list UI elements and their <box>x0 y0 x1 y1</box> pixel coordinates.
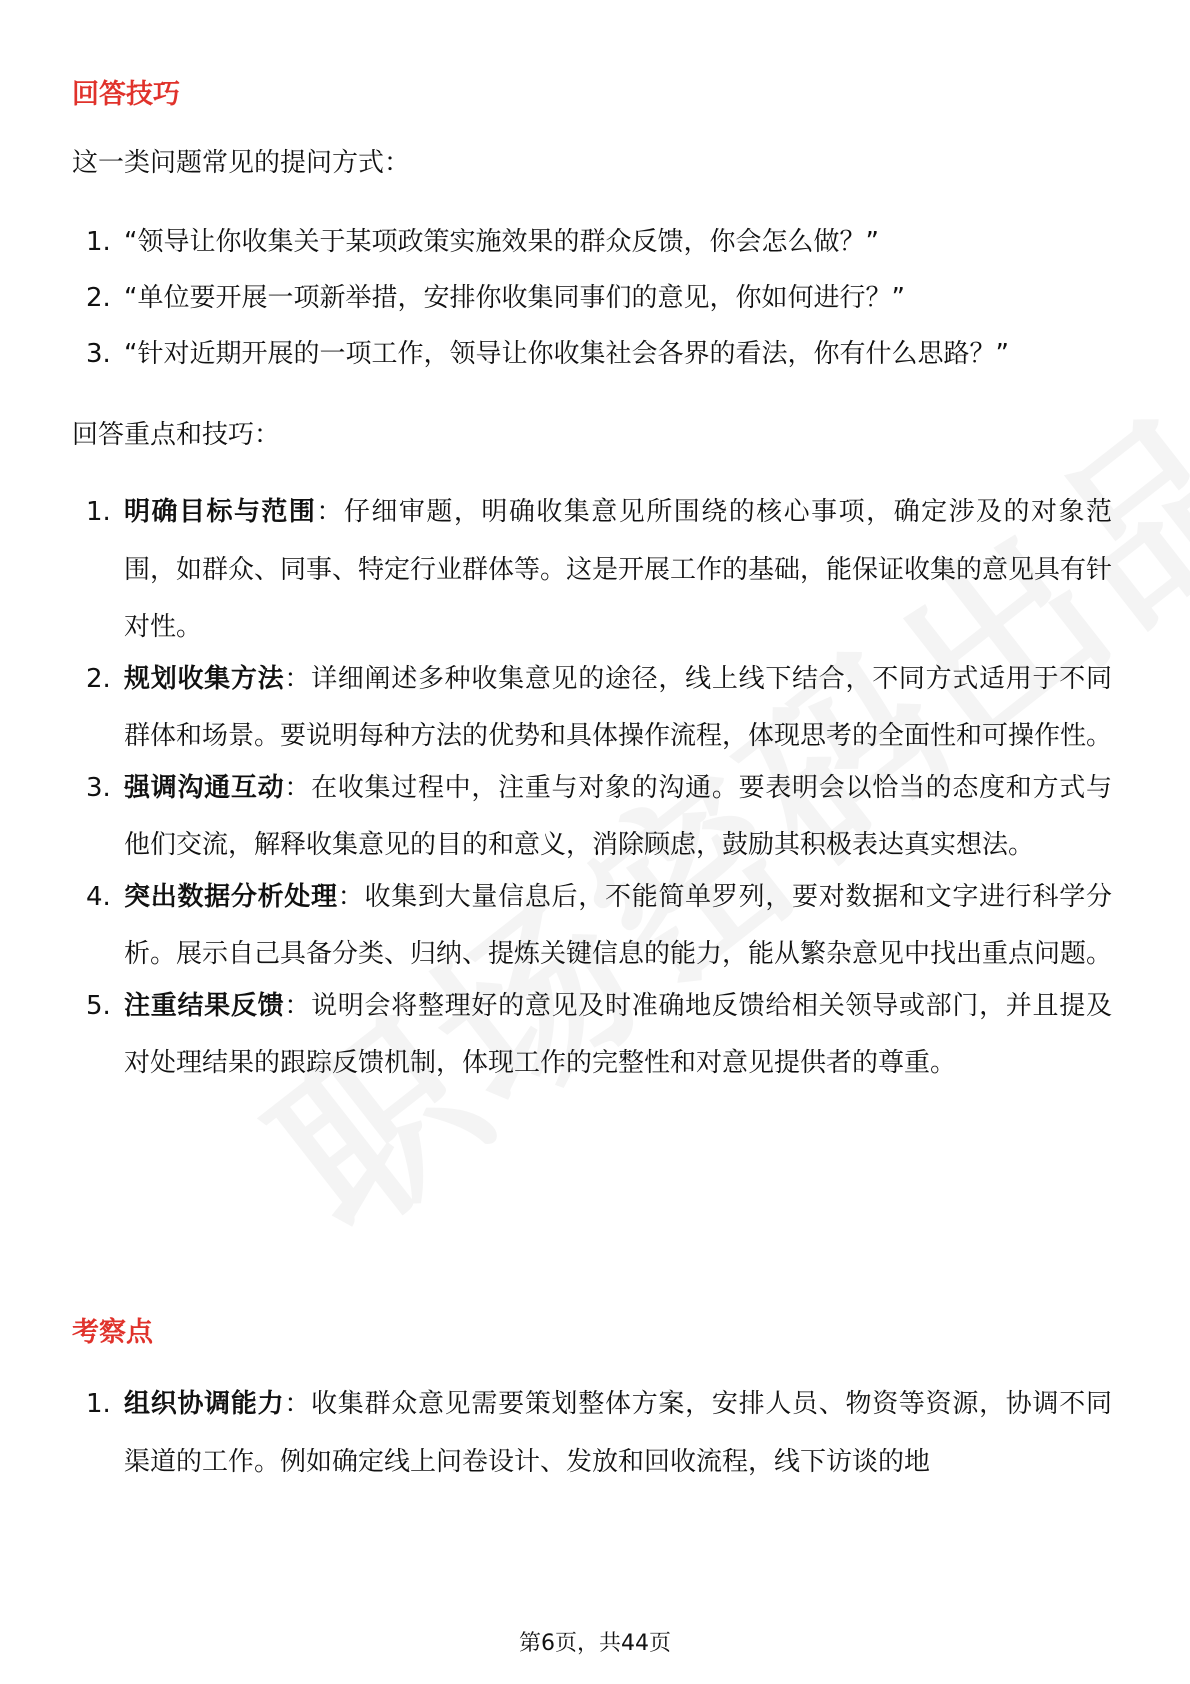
points-list <box>72 484 1112 1093</box>
point-separator: ： <box>337 881 365 912</box>
list-item <box>72 214 1112 270</box>
page-number-footer: 第6页，共44页 <box>519 1631 671 1656</box>
point-text: 收集到大量信息后，不能简单罗列，要对数据和文字进行科学分析。展示自己具备分类、归纳、提炼关键信息的能力，能从繁杂意见中找出重点问题。 <box>124 881 1113 969</box>
list-number: 1. <box>86 1389 111 1419</box>
list-number: 2. <box>86 663 111 694</box>
point-title: 注重结果反馈 <box>124 990 285 1021</box>
question-text: “领导让你收集关于某项政策实施效果的群众反馈，你会怎么做？” <box>124 227 879 257</box>
point-separator: ： <box>284 772 312 803</box>
section-heading-exam: 考察点 <box>72 1317 153 1348</box>
point-text: 收集群众意见需要策划整体方案，安排人员、物资等资源，协调不同渠道的工作。例如确定线上问卷设计、发放和回收流程，线下访谈的地 <box>124 1389 1112 1477</box>
list-item <box>72 270 1112 326</box>
list-item <box>72 651 1112 766</box>
point-title: 强调沟通互动 <box>124 772 285 803</box>
list-number: 3. <box>86 339 111 369</box>
point-separator: ： <box>284 1389 312 1419</box>
list-item <box>72 1376 1112 1491</box>
list-item <box>72 326 1112 382</box>
point-title: 组织协调能力 <box>124 1389 285 1419</box>
question-intro: 这一类问题常见的提问方式： <box>72 148 411 178</box>
points-intro: 回答重点和技巧： <box>72 420 281 450</box>
list-number: 2. <box>86 283 111 313</box>
point-text: 仔细审题，明确收集意见所围绕的核心事项，确定涉及的对象范围，如群众、同事、特定行业群体等。这是开展工作的基础，能保证收集的意见具有针对性。 <box>124 497 1113 642</box>
point-separator: ： <box>284 990 312 1021</box>
list-number: 1. <box>86 497 111 527</box>
list-number: 3. <box>86 772 111 803</box>
list-item <box>72 978 1112 1093</box>
list-number: 5. <box>86 990 111 1021</box>
point-title: 突出数据分析处理 <box>124 881 338 912</box>
question-list <box>72 214 1112 382</box>
list-item <box>72 869 1112 984</box>
point-separator: ： <box>316 497 344 527</box>
point-title: 规划收集方法 <box>124 663 285 694</box>
question-text: “单位要开展一项新举措，安排你收集同事们的意见，你如何进行？” <box>124 283 905 313</box>
point-title: 明确目标与范围 <box>124 497 317 527</box>
point-separator: ： <box>284 663 312 694</box>
list-item <box>72 484 1112 657</box>
point-text: 在收集过程中，注重与对象的沟通。要表明会以恰当的态度和方式与他们交流，解释收集意见的目的和意义，消除顾虑，鼓励其积极表达真实想法。 <box>124 772 1112 860</box>
list-number: 1. <box>86 227 111 257</box>
point-text: 详细阐述多种收集意见的途径，线上线下结合，不同方式适用于不同群体和场景。要说明每种方法的优势和具体操作流程，体现思考的全面性和可操作性。 <box>124 663 1113 751</box>
exam-points-list <box>72 1376 1112 1491</box>
question-text: “针对近期开展的一项工作，领导让你收集社会各界的看法，你有什么思路？” <box>124 339 1009 369</box>
section-heading-tips: 回答技巧 <box>72 79 180 110</box>
point-text: 说明会将整理好的意见及时准确地反馈给相关领导或部门，并且提及对处理结果的跟踪反馈机制，体现工作的完整性和对意见提供者的尊重。 <box>124 990 1112 1078</box>
list-item <box>72 760 1112 875</box>
list-number: 4. <box>86 881 111 912</box>
